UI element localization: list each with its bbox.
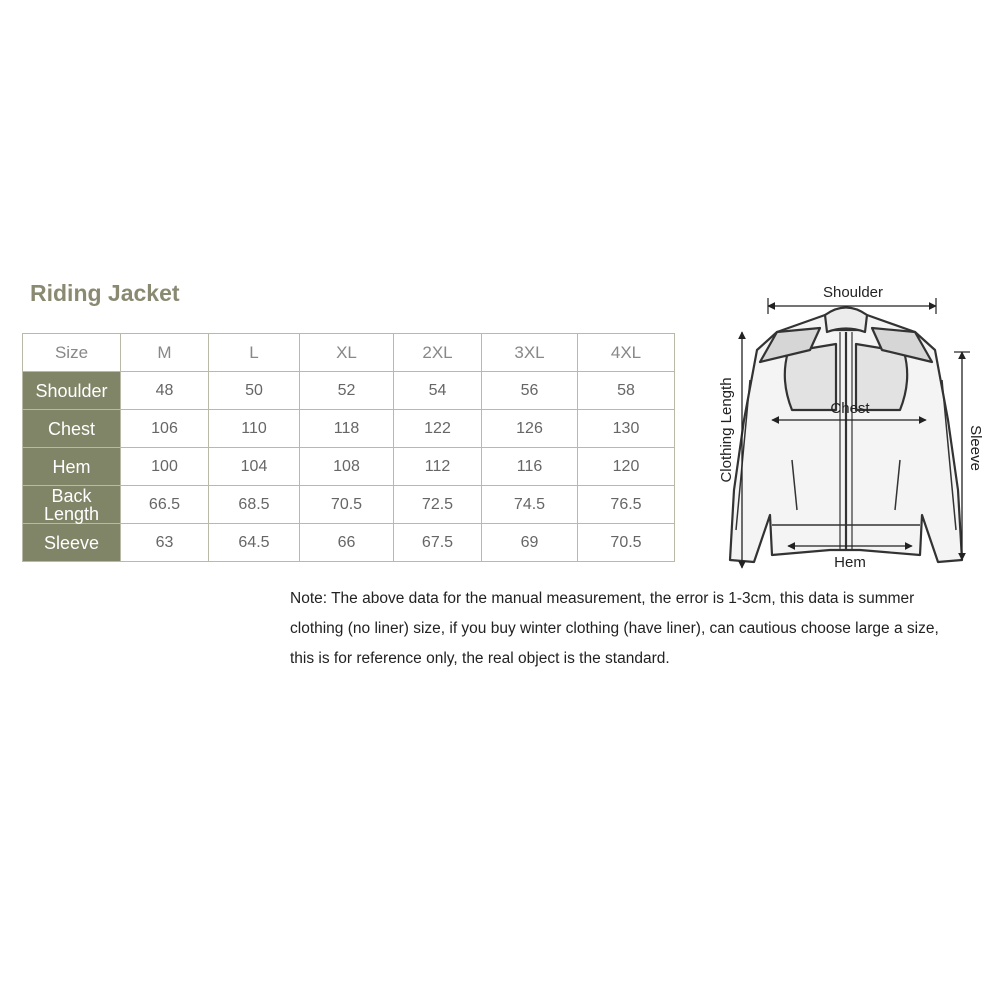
table-cell: 130 xyxy=(578,410,675,448)
row-label xyxy=(23,486,121,524)
clothing-length-label: Clothing Length xyxy=(718,377,735,483)
header-cell: M xyxy=(121,334,209,372)
table-cell: 48 xyxy=(121,372,209,410)
table-cell: 106 xyxy=(121,410,209,448)
table-cell: 66.5 xyxy=(121,486,209,524)
table-cell: 116 xyxy=(482,448,578,486)
table-cell: 108 xyxy=(300,448,394,486)
table-cell: 104 xyxy=(209,448,300,486)
table-cell: 54 xyxy=(394,372,482,410)
table-cell: 70.5 xyxy=(300,486,394,524)
hem-label: Hem xyxy=(834,554,866,571)
table-cell: 120 xyxy=(578,448,675,486)
header-cell: 2XL xyxy=(394,334,482,372)
table-cell: 58 xyxy=(578,372,675,410)
row-label: Hem xyxy=(23,448,121,486)
jacket-measurement-diagram xyxy=(700,270,995,580)
table-row xyxy=(23,524,675,562)
sleeve-label: Sleeve xyxy=(967,425,984,471)
table-row xyxy=(23,410,675,448)
row-label: Chest xyxy=(23,410,121,448)
table-cell: 112 xyxy=(394,448,482,486)
table-cell: 100 xyxy=(121,448,209,486)
row-label: Shoulder xyxy=(23,372,121,410)
row-label-line: Back xyxy=(51,485,92,506)
row-label-line: Length xyxy=(43,503,100,524)
table-cell: 70.5 xyxy=(578,524,675,562)
header-cell: 4XL xyxy=(578,334,675,372)
table-cell: 52 xyxy=(300,372,394,410)
table-cell: 50 xyxy=(209,372,300,410)
header-cell-size: Size xyxy=(23,334,121,372)
table-header-row xyxy=(23,334,675,372)
table-cell: 122 xyxy=(394,410,482,448)
table-cell: 76.5 xyxy=(578,486,675,524)
table-cell: 67.5 xyxy=(394,524,482,562)
header-cell: 3XL xyxy=(482,334,578,372)
table-cell: 69 xyxy=(482,524,578,562)
size-chart-table xyxy=(22,333,675,562)
note-line: clothing (no liner) size, if you buy winter clothing (have liner), can cautious choose large a size, xyxy=(290,620,939,637)
note-line: Note: The above data for the manual measurement, the error is 1-3cm, this data is summer xyxy=(290,590,915,607)
table-cell: 63 xyxy=(121,524,209,562)
table-cell: 74.5 xyxy=(482,486,578,524)
table-cell: 118 xyxy=(300,410,394,448)
table-row xyxy=(23,448,675,486)
header-cell: L xyxy=(209,334,300,372)
table-cell: 56 xyxy=(482,372,578,410)
table-cell: 64.5 xyxy=(209,524,300,562)
table-cell: 126 xyxy=(482,410,578,448)
note-text xyxy=(290,584,1000,674)
table-cell: 72.5 xyxy=(394,486,482,524)
table-cell: 66 xyxy=(300,524,394,562)
shoulder-label: Shoulder xyxy=(822,284,884,301)
table-row xyxy=(23,372,675,410)
table-cell: 110 xyxy=(209,410,300,448)
table-cell: 68.5 xyxy=(209,486,300,524)
header-cell: XL xyxy=(300,334,394,372)
jacket-illustration xyxy=(730,308,962,563)
note-line: this is for reference only, the real object is the standard. xyxy=(290,650,670,667)
chest-label: Chest xyxy=(830,400,870,417)
page-title: Riding Jacket xyxy=(30,280,180,306)
table-row xyxy=(23,486,675,524)
row-label: Sleeve xyxy=(23,524,121,562)
